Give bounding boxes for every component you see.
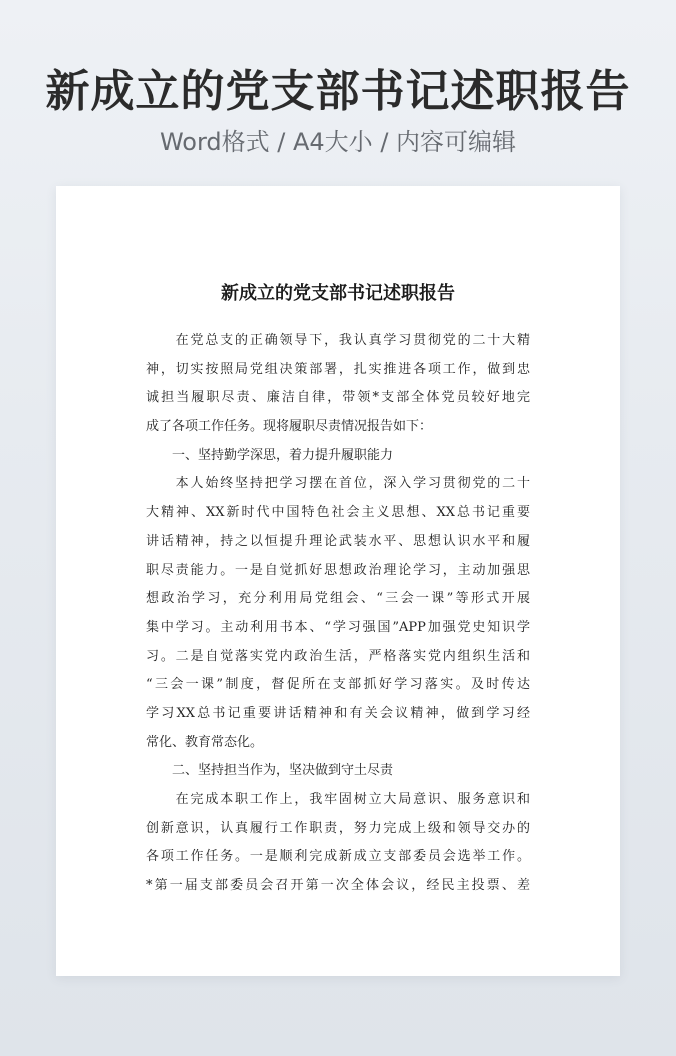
document-title: 新成立的党支部书记述职报告 (221, 283, 455, 304)
paragraph-line: 讲话精神，持之以恒提升理论武装水平、思想认识水平和履 (146, 533, 530, 549)
page-subtitle: Word格式 / A4大小 / 内容可编辑 (159, 128, 517, 156)
paragraph-line: 诚担当履职尽责、廉洁自律，带领*支部全体党员较好地完 (146, 390, 530, 406)
paragraph-line: 各项工作任务。一是顺利完成新成立支部委员会选举工作。 (146, 849, 530, 865)
paragraph-line: 神，切实按照局党组决策部署，扎实推进各项工作，做到忠 (146, 361, 530, 377)
section-heading: 一、坚持勤学深思，着力提升履职能力 (146, 447, 394, 463)
paragraph-line: 想政治学习，充分利用局党组会、“三会一课”等形式开展 (146, 591, 530, 607)
paragraph-line: 成了各项工作任务。现将履职尽责情况报告如下： (146, 419, 433, 435)
page-title: 新成立的党支部书记述职报告 (45, 66, 631, 117)
paragraph-line: 职尽责能力。一是自觉抓好思想政治理论学习，主动加强思 (146, 562, 530, 578)
paragraph-line: 在完成本职工作上，我牢固树立大局意识、服务意识和 (146, 792, 530, 807)
document-body (146, 327, 530, 901)
paragraph-line: 在党总支的正确领导下，我认真学习贯彻党的二十大精 (146, 333, 530, 348)
paragraph-line: “三会一课”制度，督促所在支部抓好学习落实。及时传达 (146, 677, 530, 693)
section-heading: 二、坚持担当作为，坚决做到守土尽责 (146, 763, 394, 779)
paragraph-line: 习。二是自觉落实党内政治生活，严格落实党内组织生活和 (146, 648, 530, 664)
paragraph-line: *第一届支部委员会召开第一次全体会议，经民主投票、差 (146, 878, 530, 894)
paragraph-line: 学习XX总书记重要讲话精神和有关会议精神，做到学习经 (146, 705, 530, 721)
paragraph-line: 常化、教育常态化。 (146, 734, 264, 750)
paragraph-line: 大精神、XX新时代中国特色社会主义思想、XX总书记重要 (146, 505, 530, 521)
paragraph-line: 本人始终坚持把学习摆在首位，深入学习贯彻党的二十 (146, 476, 530, 492)
paragraph-line: 集中学习。主动利用书本、“学习强国”APP加强党史知识学 (146, 619, 530, 635)
paragraph-line: 创新意识，认真履行工作职责，努力完成上级和领导交办的 (146, 820, 530, 836)
header (0, 62, 676, 160)
